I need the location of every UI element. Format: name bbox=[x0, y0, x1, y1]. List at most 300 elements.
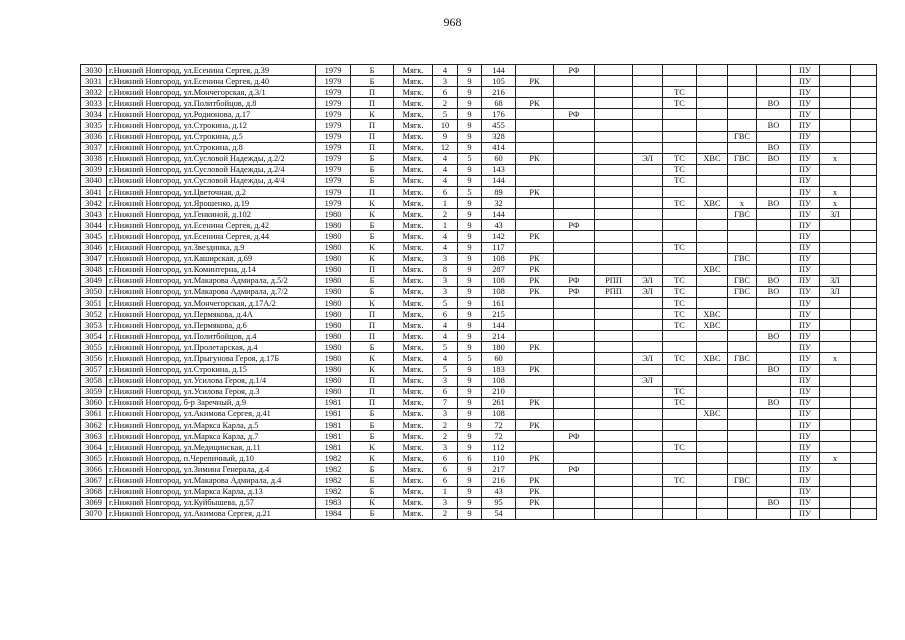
table-cell: Мягк. bbox=[394, 65, 433, 76]
table-cell: Б bbox=[351, 420, 394, 431]
table-cell: ПУ bbox=[791, 109, 820, 120]
table-cell: 1980 bbox=[316, 331, 351, 342]
table-cell bbox=[851, 253, 877, 264]
table-cell bbox=[728, 87, 757, 98]
row-number-cell: 3054 bbox=[81, 331, 107, 342]
table-cell bbox=[820, 253, 851, 264]
table-cell: Мягк. bbox=[394, 508, 433, 519]
table-cell: 9 bbox=[458, 231, 482, 242]
table-row bbox=[81, 175, 877, 186]
row-number-cell: 3067 bbox=[81, 475, 107, 486]
table-cell bbox=[595, 297, 633, 308]
table-cell bbox=[595, 142, 633, 153]
address-cell: г.Нижний Новгород, ул.Пролетарская, д.4 bbox=[107, 342, 316, 353]
table-cell bbox=[851, 153, 877, 164]
table-cell bbox=[820, 497, 851, 508]
table-cell: 2 bbox=[433, 431, 458, 442]
table-cell: Мягк. bbox=[394, 264, 433, 275]
table-cell: Мягк. bbox=[394, 231, 433, 242]
table-cell: РК bbox=[516, 253, 554, 264]
table-cell: ПУ bbox=[791, 198, 820, 209]
table-cell: Б bbox=[351, 175, 394, 186]
table-cell: 1980 bbox=[316, 309, 351, 320]
table-cell bbox=[554, 153, 595, 164]
table-cell: 2 bbox=[433, 508, 458, 519]
table-cell bbox=[820, 297, 851, 308]
table-cell bbox=[697, 253, 728, 264]
table-cell: 6 bbox=[433, 309, 458, 320]
table-cell: РФ bbox=[554, 65, 595, 76]
table-cell: ГВС bbox=[728, 275, 757, 286]
table-cell: К bbox=[351, 198, 394, 209]
table-cell: ХВС bbox=[697, 408, 728, 419]
table-cell: Мягк. bbox=[394, 353, 433, 364]
row-number-cell: 3044 bbox=[81, 220, 107, 231]
table-cell bbox=[554, 253, 595, 264]
table-cell: Мягк. bbox=[394, 397, 433, 408]
table-cell: Мягк. bbox=[394, 187, 433, 198]
table-cell bbox=[851, 87, 877, 98]
table-cell bbox=[728, 397, 757, 408]
table-cell bbox=[697, 275, 728, 286]
table-cell bbox=[633, 442, 663, 453]
table-cell bbox=[554, 198, 595, 209]
table-cell: ПУ bbox=[791, 253, 820, 264]
table-row bbox=[81, 320, 877, 331]
table-cell: ПУ bbox=[791, 386, 820, 397]
table-cell bbox=[633, 297, 663, 308]
table-cell: х bbox=[820, 453, 851, 464]
table-cell bbox=[595, 253, 633, 264]
table-cell bbox=[820, 175, 851, 186]
table-cell bbox=[757, 442, 791, 453]
table-row bbox=[81, 275, 877, 286]
table-row bbox=[81, 453, 877, 464]
table-cell: Мягк. bbox=[394, 220, 433, 231]
address-cell: г.Нижний Новгород, ул.Акимова Сергея, д.41 bbox=[107, 408, 316, 419]
table-cell: 9 bbox=[458, 408, 482, 419]
table-cell bbox=[820, 331, 851, 342]
table-cell: ХВС bbox=[697, 264, 728, 275]
table-cell: 1979 bbox=[316, 164, 351, 175]
table-cell: 287 bbox=[482, 264, 516, 275]
table-cell: РК bbox=[516, 98, 554, 109]
page-number: 968 bbox=[443, 15, 462, 29]
table-cell: ПУ bbox=[791, 242, 820, 253]
table-cell: Б bbox=[351, 65, 394, 76]
table-cell bbox=[633, 464, 663, 475]
table-cell: ПУ bbox=[791, 442, 820, 453]
table-cell bbox=[595, 65, 633, 76]
table-cell bbox=[595, 231, 633, 242]
table-cell: РК bbox=[516, 497, 554, 508]
table-cell bbox=[851, 109, 877, 120]
table-cell bbox=[851, 397, 877, 408]
table-cell bbox=[851, 464, 877, 475]
row-number-cell: 3052 bbox=[81, 309, 107, 320]
table-cell bbox=[728, 142, 757, 153]
table-cell bbox=[697, 342, 728, 353]
row-number-cell: 3068 bbox=[81, 486, 107, 497]
table-cell bbox=[595, 220, 633, 231]
table-cell bbox=[757, 187, 791, 198]
table-cell bbox=[728, 264, 757, 275]
table-cell bbox=[820, 109, 851, 120]
table-cell: ВО bbox=[757, 120, 791, 131]
address-cell: г.Нижний Новгород, ул.Коминтерна, д.14 bbox=[107, 264, 316, 275]
table-cell bbox=[554, 442, 595, 453]
table-cell: 216 bbox=[482, 87, 516, 98]
table-cell bbox=[633, 331, 663, 342]
table-cell bbox=[554, 397, 595, 408]
table-cell bbox=[633, 408, 663, 419]
table-cell bbox=[595, 320, 633, 331]
table-cell: Мягк. bbox=[394, 253, 433, 264]
table-cell bbox=[516, 464, 554, 475]
table-cell bbox=[697, 164, 728, 175]
table-cell: Мягк. bbox=[394, 364, 433, 375]
table-cell: 142 bbox=[482, 231, 516, 242]
row-number-cell: 3055 bbox=[81, 342, 107, 353]
table-cell: 180 bbox=[482, 342, 516, 353]
table-cell bbox=[595, 131, 633, 142]
table-cell: К bbox=[351, 364, 394, 375]
table-cell bbox=[663, 431, 697, 442]
table-cell bbox=[757, 76, 791, 87]
table-cell: 1981 bbox=[316, 420, 351, 431]
table-cell: Б bbox=[351, 153, 394, 164]
row-number-cell: 3056 bbox=[81, 353, 107, 364]
table-cell: 1979 bbox=[316, 76, 351, 87]
table-cell: Б bbox=[351, 164, 394, 175]
table-cell: РК bbox=[516, 153, 554, 164]
table-cell: 68 bbox=[482, 98, 516, 109]
table-cell: 6 bbox=[458, 453, 482, 464]
table-cell bbox=[728, 408, 757, 419]
table-cell bbox=[516, 65, 554, 76]
table-cell: ПУ bbox=[791, 464, 820, 475]
table-cell bbox=[728, 320, 757, 331]
address-cell: г.Нижний Новгород, ул.Маркса Карла, д.13 bbox=[107, 486, 316, 497]
table-body bbox=[81, 65, 877, 520]
table-cell: х bbox=[820, 187, 851, 198]
table-cell: ПУ bbox=[791, 309, 820, 320]
table-cell: 261 bbox=[482, 397, 516, 408]
address-cell: г.Нижний Новгород, ул.Сусловой Надежды, д.2/2 bbox=[107, 153, 316, 164]
table-cell: 1980 bbox=[316, 286, 351, 297]
table-cell: К bbox=[351, 353, 394, 364]
address-cell: г.Нижний Новгород, ул.Сусловой Надежды, д.4/4 bbox=[107, 175, 316, 186]
address-cell: г.Нижний Новгород, ул.Маркса Карла, д.7 bbox=[107, 431, 316, 442]
table-cell: 108 bbox=[482, 253, 516, 264]
table-cell: 5 bbox=[433, 109, 458, 120]
table-cell bbox=[820, 486, 851, 497]
table-cell bbox=[595, 175, 633, 186]
table-cell bbox=[757, 320, 791, 331]
table-cell bbox=[697, 386, 728, 397]
table-cell bbox=[595, 431, 633, 442]
table-cell bbox=[663, 109, 697, 120]
table-cell bbox=[820, 309, 851, 320]
table-cell bbox=[663, 508, 697, 519]
table-cell: К bbox=[351, 297, 394, 308]
table-cell: 176 bbox=[482, 109, 516, 120]
table-cell bbox=[757, 264, 791, 275]
table-cell bbox=[516, 131, 554, 142]
address-cell: г.Нижний Новгород, ул.Макарова Адмирала, д.4 bbox=[107, 475, 316, 486]
table-cell: 2 bbox=[433, 209, 458, 220]
table-cell bbox=[820, 242, 851, 253]
table-cell bbox=[757, 297, 791, 308]
table-cell bbox=[633, 309, 663, 320]
table-cell bbox=[757, 508, 791, 519]
table-cell bbox=[595, 198, 633, 209]
table-cell: 8 bbox=[433, 264, 458, 275]
table-cell: РК bbox=[516, 453, 554, 464]
table-cell bbox=[820, 87, 851, 98]
table-cell: 1980 bbox=[316, 375, 351, 386]
table-cell: 9 bbox=[433, 131, 458, 142]
table-cell bbox=[595, 353, 633, 364]
table-cell: 1979 bbox=[316, 131, 351, 142]
table-cell bbox=[554, 486, 595, 497]
table-cell bbox=[757, 309, 791, 320]
table-cell: 72 bbox=[482, 420, 516, 431]
table-cell: ПУ bbox=[791, 275, 820, 286]
table-cell: Б bbox=[351, 475, 394, 486]
table-cell: 9 bbox=[458, 508, 482, 519]
table-cell bbox=[554, 375, 595, 386]
table-cell: Мягк. bbox=[394, 76, 433, 87]
table-cell: ПУ bbox=[791, 364, 820, 375]
row-number-cell: 3032 bbox=[81, 87, 107, 98]
row-number-cell: 3047 bbox=[81, 253, 107, 264]
table-cell bbox=[728, 386, 757, 397]
table-cell bbox=[728, 109, 757, 120]
row-number-cell: 3046 bbox=[81, 242, 107, 253]
table-cell bbox=[554, 320, 595, 331]
table-cell bbox=[516, 209, 554, 220]
table-cell: 1980 bbox=[316, 297, 351, 308]
table-row bbox=[81, 164, 877, 175]
table-cell: Мягк. bbox=[394, 331, 433, 342]
table-cell: 9 bbox=[458, 442, 482, 453]
table-cell: 9 bbox=[458, 375, 482, 386]
table-cell bbox=[697, 131, 728, 142]
table-cell: 9 bbox=[458, 342, 482, 353]
table-cell: Мягк. bbox=[394, 153, 433, 164]
table-cell bbox=[697, 109, 728, 120]
table-cell bbox=[516, 408, 554, 419]
table-cell: РК bbox=[516, 187, 554, 198]
table-cell: 32 bbox=[482, 198, 516, 209]
table-cell bbox=[697, 420, 728, 431]
row-number-cell: 3065 bbox=[81, 453, 107, 464]
table-cell: РФ bbox=[554, 275, 595, 286]
table-cell bbox=[633, 264, 663, 275]
table-cell bbox=[595, 153, 633, 164]
table-cell: ТС bbox=[663, 87, 697, 98]
address-cell: г.Нижний Новгород, ул.Медицинская, д.11 bbox=[107, 442, 316, 453]
table-cell: ПУ bbox=[791, 87, 820, 98]
table-cell bbox=[633, 87, 663, 98]
table-cell bbox=[595, 342, 633, 353]
row-number-cell: 3053 bbox=[81, 320, 107, 331]
table-row bbox=[81, 65, 877, 76]
table-cell: 10 bbox=[433, 120, 458, 131]
table-cell: К bbox=[351, 209, 394, 220]
table-cell: 2 bbox=[433, 420, 458, 431]
table-cell bbox=[663, 486, 697, 497]
table-cell: ПУ bbox=[791, 220, 820, 231]
table-cell: 1980 bbox=[316, 264, 351, 275]
table-cell: 60 bbox=[482, 153, 516, 164]
table-cell: 6 bbox=[433, 87, 458, 98]
table-cell: 1 bbox=[433, 486, 458, 497]
table-cell: 4 bbox=[433, 65, 458, 76]
table-cell bbox=[820, 442, 851, 453]
table-cell: ХВС bbox=[697, 320, 728, 331]
table-cell: 108 bbox=[482, 375, 516, 386]
table-cell bbox=[633, 242, 663, 253]
table-cell: 43 bbox=[482, 486, 516, 497]
table-cell: 4 bbox=[433, 175, 458, 186]
table-cell bbox=[728, 297, 757, 308]
table-cell: РК bbox=[516, 275, 554, 286]
table-cell: Мягк. bbox=[394, 87, 433, 98]
table-cell: Мягк. bbox=[394, 164, 433, 175]
table-cell bbox=[697, 375, 728, 386]
table-cell: ПУ bbox=[791, 231, 820, 242]
table-cell bbox=[851, 264, 877, 275]
table-cell: 105 bbox=[482, 76, 516, 87]
table-cell: П bbox=[351, 98, 394, 109]
address-cell: г.Нижний Новгород, ул.Каширская, д.69 bbox=[107, 253, 316, 264]
table-cell: х bbox=[820, 153, 851, 164]
table-cell bbox=[851, 353, 877, 364]
table-row bbox=[81, 475, 877, 486]
row-number-cell: 3070 bbox=[81, 508, 107, 519]
table-cell: ГВС bbox=[728, 153, 757, 164]
table-cell: ТС bbox=[663, 242, 697, 253]
table-cell bbox=[633, 486, 663, 497]
table-cell: 9 bbox=[458, 76, 482, 87]
table-cell: ГВС bbox=[728, 353, 757, 364]
table-cell: ПУ bbox=[791, 98, 820, 109]
table-cell: 144 bbox=[482, 175, 516, 186]
table-cell: 1979 bbox=[316, 198, 351, 209]
table-cell bbox=[516, 309, 554, 320]
table-row bbox=[81, 286, 877, 297]
table-row bbox=[81, 153, 877, 164]
table-cell: П bbox=[351, 120, 394, 131]
table-cell bbox=[728, 175, 757, 186]
table-row bbox=[81, 442, 877, 453]
table-cell: Мягк. bbox=[394, 375, 433, 386]
table-cell: ТС bbox=[663, 175, 697, 186]
table-cell: 455 bbox=[482, 120, 516, 131]
table-cell bbox=[633, 508, 663, 519]
table-cell bbox=[595, 309, 633, 320]
table-cell: ПУ bbox=[791, 76, 820, 87]
table-cell bbox=[728, 420, 757, 431]
table-cell: ВО bbox=[757, 198, 791, 209]
table-cell bbox=[697, 297, 728, 308]
table-cell bbox=[728, 187, 757, 198]
table-cell: ЭЛ bbox=[633, 275, 663, 286]
table-cell bbox=[663, 264, 697, 275]
table-cell bbox=[757, 109, 791, 120]
table-cell bbox=[757, 431, 791, 442]
table-cell: ЭЛ bbox=[633, 286, 663, 297]
row-number-cell: 3061 bbox=[81, 408, 107, 419]
table-cell bbox=[697, 65, 728, 76]
table-cell: ЗЛ bbox=[820, 275, 851, 286]
table-cell: ЭЛ bbox=[633, 375, 663, 386]
address-cell: г.Нижний Новгород, ул.Политбойцов, д.4 bbox=[107, 331, 316, 342]
table-cell bbox=[633, 453, 663, 464]
table-cell: ТС bbox=[663, 297, 697, 308]
address-cell: г.Нижний Новгород, ул.Генкиной, д.102 bbox=[107, 209, 316, 220]
table-cell: 9 bbox=[458, 331, 482, 342]
table-cell: 5 bbox=[458, 353, 482, 364]
table-cell bbox=[697, 475, 728, 486]
table-cell: П bbox=[351, 87, 394, 98]
table-cell: П bbox=[351, 264, 394, 275]
table-cell bbox=[554, 408, 595, 419]
table-cell: ПУ bbox=[791, 187, 820, 198]
table-cell bbox=[663, 76, 697, 87]
table-cell bbox=[851, 187, 877, 198]
row-number-cell: 3060 bbox=[81, 397, 107, 408]
table-cell: 54 bbox=[482, 508, 516, 519]
table-cell bbox=[820, 220, 851, 231]
table-cell bbox=[728, 431, 757, 442]
table-cell: 1979 bbox=[316, 120, 351, 131]
table-cell bbox=[633, 187, 663, 198]
address-cell: г.Нижний Новгород, ул.Пермякова, д.6 bbox=[107, 320, 316, 331]
table-cell: 9 bbox=[458, 386, 482, 397]
table-cell bbox=[820, 464, 851, 475]
table-row bbox=[81, 120, 877, 131]
table-cell bbox=[728, 464, 757, 475]
table-cell: ТС bbox=[663, 164, 697, 175]
table-cell: Б bbox=[351, 220, 394, 231]
table-cell: 60 bbox=[482, 353, 516, 364]
table-cell: Б bbox=[351, 76, 394, 87]
table-cell bbox=[851, 297, 877, 308]
table-cell bbox=[820, 420, 851, 431]
table-cell: Мягк. bbox=[394, 175, 433, 186]
table-cell: Мягк. bbox=[394, 242, 433, 253]
table-cell bbox=[516, 442, 554, 453]
table-row bbox=[81, 397, 877, 408]
table-cell: ПУ bbox=[791, 508, 820, 519]
table-cell bbox=[633, 76, 663, 87]
row-number-cell: 3066 bbox=[81, 464, 107, 475]
table-cell bbox=[697, 142, 728, 153]
table-cell bbox=[663, 187, 697, 198]
table-cell: 1981 bbox=[316, 442, 351, 453]
table-row bbox=[81, 142, 877, 153]
table-cell: Мягк. bbox=[394, 420, 433, 431]
table-cell: РК bbox=[516, 342, 554, 353]
table-cell bbox=[851, 486, 877, 497]
table-cell: 108 bbox=[482, 275, 516, 286]
table-cell bbox=[851, 375, 877, 386]
address-cell: г.Нижний Новгород, ул.Есенина Сергея, д.39 bbox=[107, 65, 316, 76]
table-cell: 1982 bbox=[316, 453, 351, 464]
